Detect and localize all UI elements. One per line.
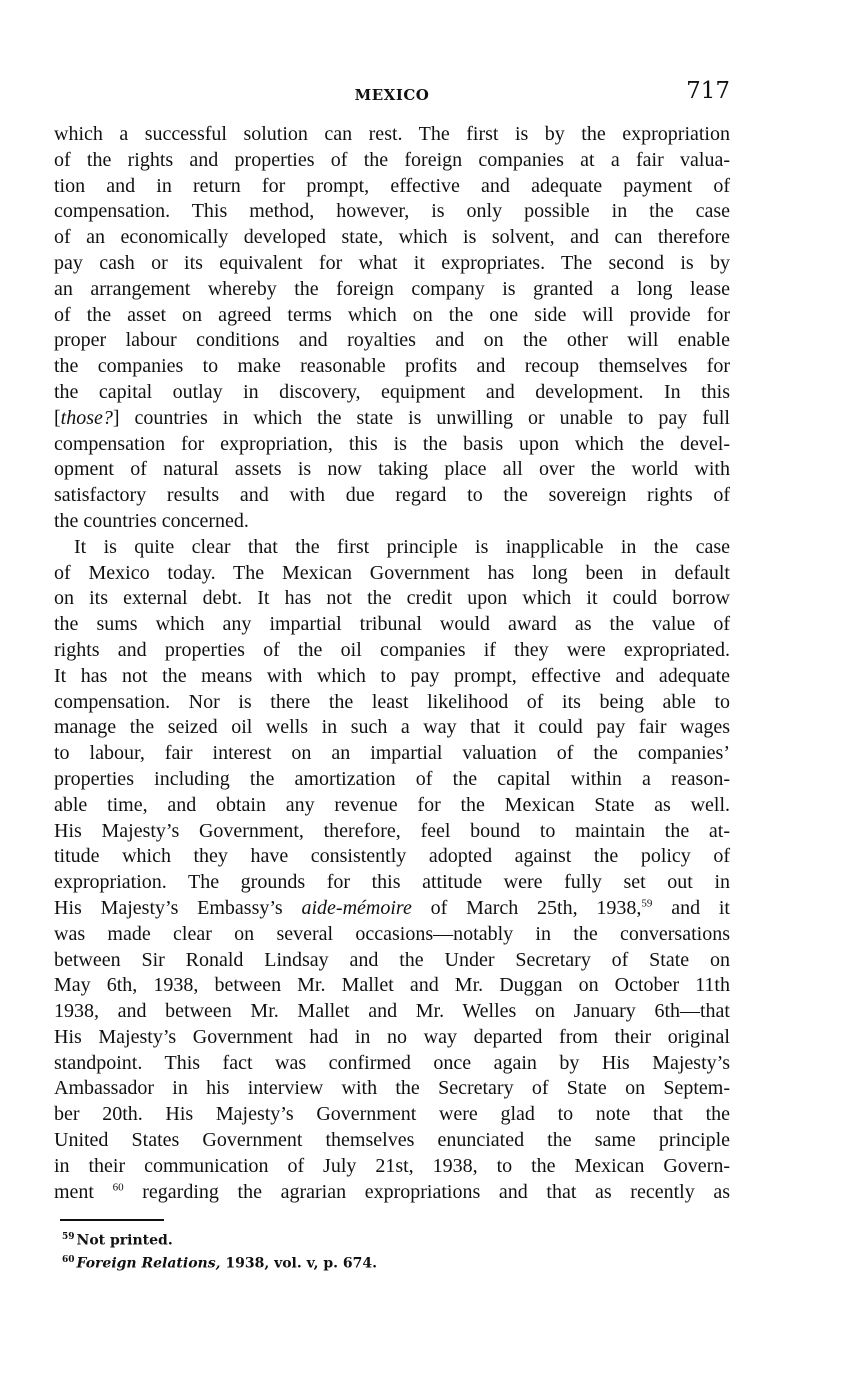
text-line: was made clear on several occasions—notably in the conversations	[54, 922, 730, 945]
footnote-rule	[60, 1219, 164, 1221]
footnote-mark: 60	[62, 1254, 75, 1265]
text-line: an arrangement whereby the foreign company is granted a long lease	[54, 277, 730, 300]
text-line: United States Government themselves enunciated the same principle	[54, 1129, 730, 1152]
text-line: tion and in return for prompt, effective and adequate payment of	[54, 174, 730, 197]
editorial-insertion: those?	[60, 406, 113, 429]
footnote-ref-60[interactable]: 60	[112, 1181, 124, 1194]
bracket-open: [	[54, 406, 61, 429]
paragraph-1	[54, 122, 730, 535]
text-line: in their communication of July 21st, 1938, to the Mexican Govern-	[54, 1154, 730, 1177]
text-line: Ambassador in his interview with the Secretary of State on Septem-	[54, 1077, 730, 1100]
text-line: of the asset on agreed terms which on the one side will provide for	[54, 303, 730, 326]
text-line: of the rights and properties of the foreign companies at a fair valua-	[54, 148, 730, 171]
text-line: the countries concerned.	[54, 509, 249, 532]
footnote-source-title: Foreign Relations,	[76, 1255, 221, 1272]
text-line: His Majesty’s Government had in no way departed from their original	[54, 1025, 730, 1048]
text-line: opment of natural assets is now taking place all over the world with	[54, 458, 730, 481]
text-line: His Majesty’s Government, therefore, feel bound to maintain the at-	[54, 819, 730, 842]
text-line: ber 20th. His Majesty’s Government were glad to note that the	[54, 1103, 730, 1126]
footnote-59	[62, 1228, 702, 1251]
text-line: the companies to make reasonable profits and recoup themselves for	[54, 355, 730, 378]
text-line: expropriation. The grounds for this attitude were fully set out in	[54, 871, 730, 894]
footnote-mark: 59	[62, 1232, 75, 1242]
last-pre: ment	[54, 1180, 94, 1203]
footnotes	[62, 1228, 702, 1273]
aide-tail: and it	[652, 896, 730, 919]
running-head	[54, 78, 730, 112]
text-line: compensation. This method, however, is only possible in the case	[54, 200, 730, 223]
footnote-text: 1938, vol. v, p. 674.	[220, 1255, 377, 1272]
text-line-aide-memoire	[54, 896, 730, 922]
text-line: pay cash or its equivalent for what it expropriates. The second is by	[54, 251, 730, 274]
text-line: It is quite clear that the first principle is inapplicable in the case	[74, 535, 730, 558]
text-line: properties including the amortization of the capital within a reason-	[54, 767, 730, 790]
text-line: which a successful solution can rest. The first is by the expropriation	[54, 123, 730, 145]
aide-pre: His Majesty’s Embassy’s	[54, 896, 302, 919]
text-line-bracketed	[54, 406, 730, 432]
text-line: of Mexico today. The Mexican Government has long been in default	[54, 561, 730, 584]
aide-post: of March 25th, 1938,	[411, 896, 642, 919]
text-line: standpoint. This fact was confirmed once again by His Majesty’s	[54, 1051, 730, 1074]
footnote-text: Not printed.	[76, 1232, 173, 1249]
text-line: May 6th, 1938, between Mr. Mallet and Mr. Duggan on October 11th	[54, 974, 730, 997]
running-title: MEXICO	[354, 86, 430, 104]
text-line: the capital outlay in discovery, equipment and development. In this	[54, 380, 730, 403]
text-line-last	[54, 1180, 730, 1206]
text-line: proper labour conditions and royalties and on the other will enable	[54, 329, 730, 352]
text-line: between Sir Ronald Lindsay and the Under Secretary of State on	[54, 948, 730, 971]
text-line: the sums which any impartial tribunal would award as the value of	[54, 613, 730, 636]
text-line: compensation for expropriation, this is the basis upon which the devel-	[54, 432, 730, 455]
text-line: It has not the means with which to pay prompt, effective and adequate	[54, 664, 730, 687]
text-line: compensation. Nor is there the least likelihood of its being able to	[54, 690, 730, 713]
text-line: titude which they have consistently adopted against the policy of	[54, 845, 730, 868]
page-number: 717	[686, 78, 730, 104]
text-line: of an economically developed state, which is solvent, and can therefore	[54, 226, 730, 249]
text-line: satisfactory results and with due regard to the sovereign rights of	[54, 484, 730, 507]
bracket-rest: ] countries in which the state is unwilling or unable to pay full	[112, 406, 730, 429]
last-post: regarding the agrarian expropriations and that as recently as	[123, 1180, 730, 1203]
text-line: to labour, fair interest on an impartial valuation of the companies’	[54, 742, 730, 765]
text-line: manage the seized oil wells in such a way that it could pay fair wages	[54, 716, 730, 739]
body-text	[54, 122, 730, 1205]
paragraph-2	[54, 535, 730, 1206]
text-line: rights and properties of the oil companies if they were expropriated.	[54, 638, 730, 661]
text-line: on its external debt. It has not the credit upon which it could borrow	[54, 587, 730, 610]
footnote-ref-59[interactable]: 59	[641, 897, 653, 910]
text-line: 1938, and between Mr. Mallet and Mr. Welles on January 6th—that	[54, 1000, 730, 1023]
text-line: able time, and obtain any revenue for the Mexican State as well.	[54, 793, 730, 816]
aide-memoire-term: aide-mémoire	[301, 896, 412, 919]
footnote-60	[62, 1251, 702, 1274]
